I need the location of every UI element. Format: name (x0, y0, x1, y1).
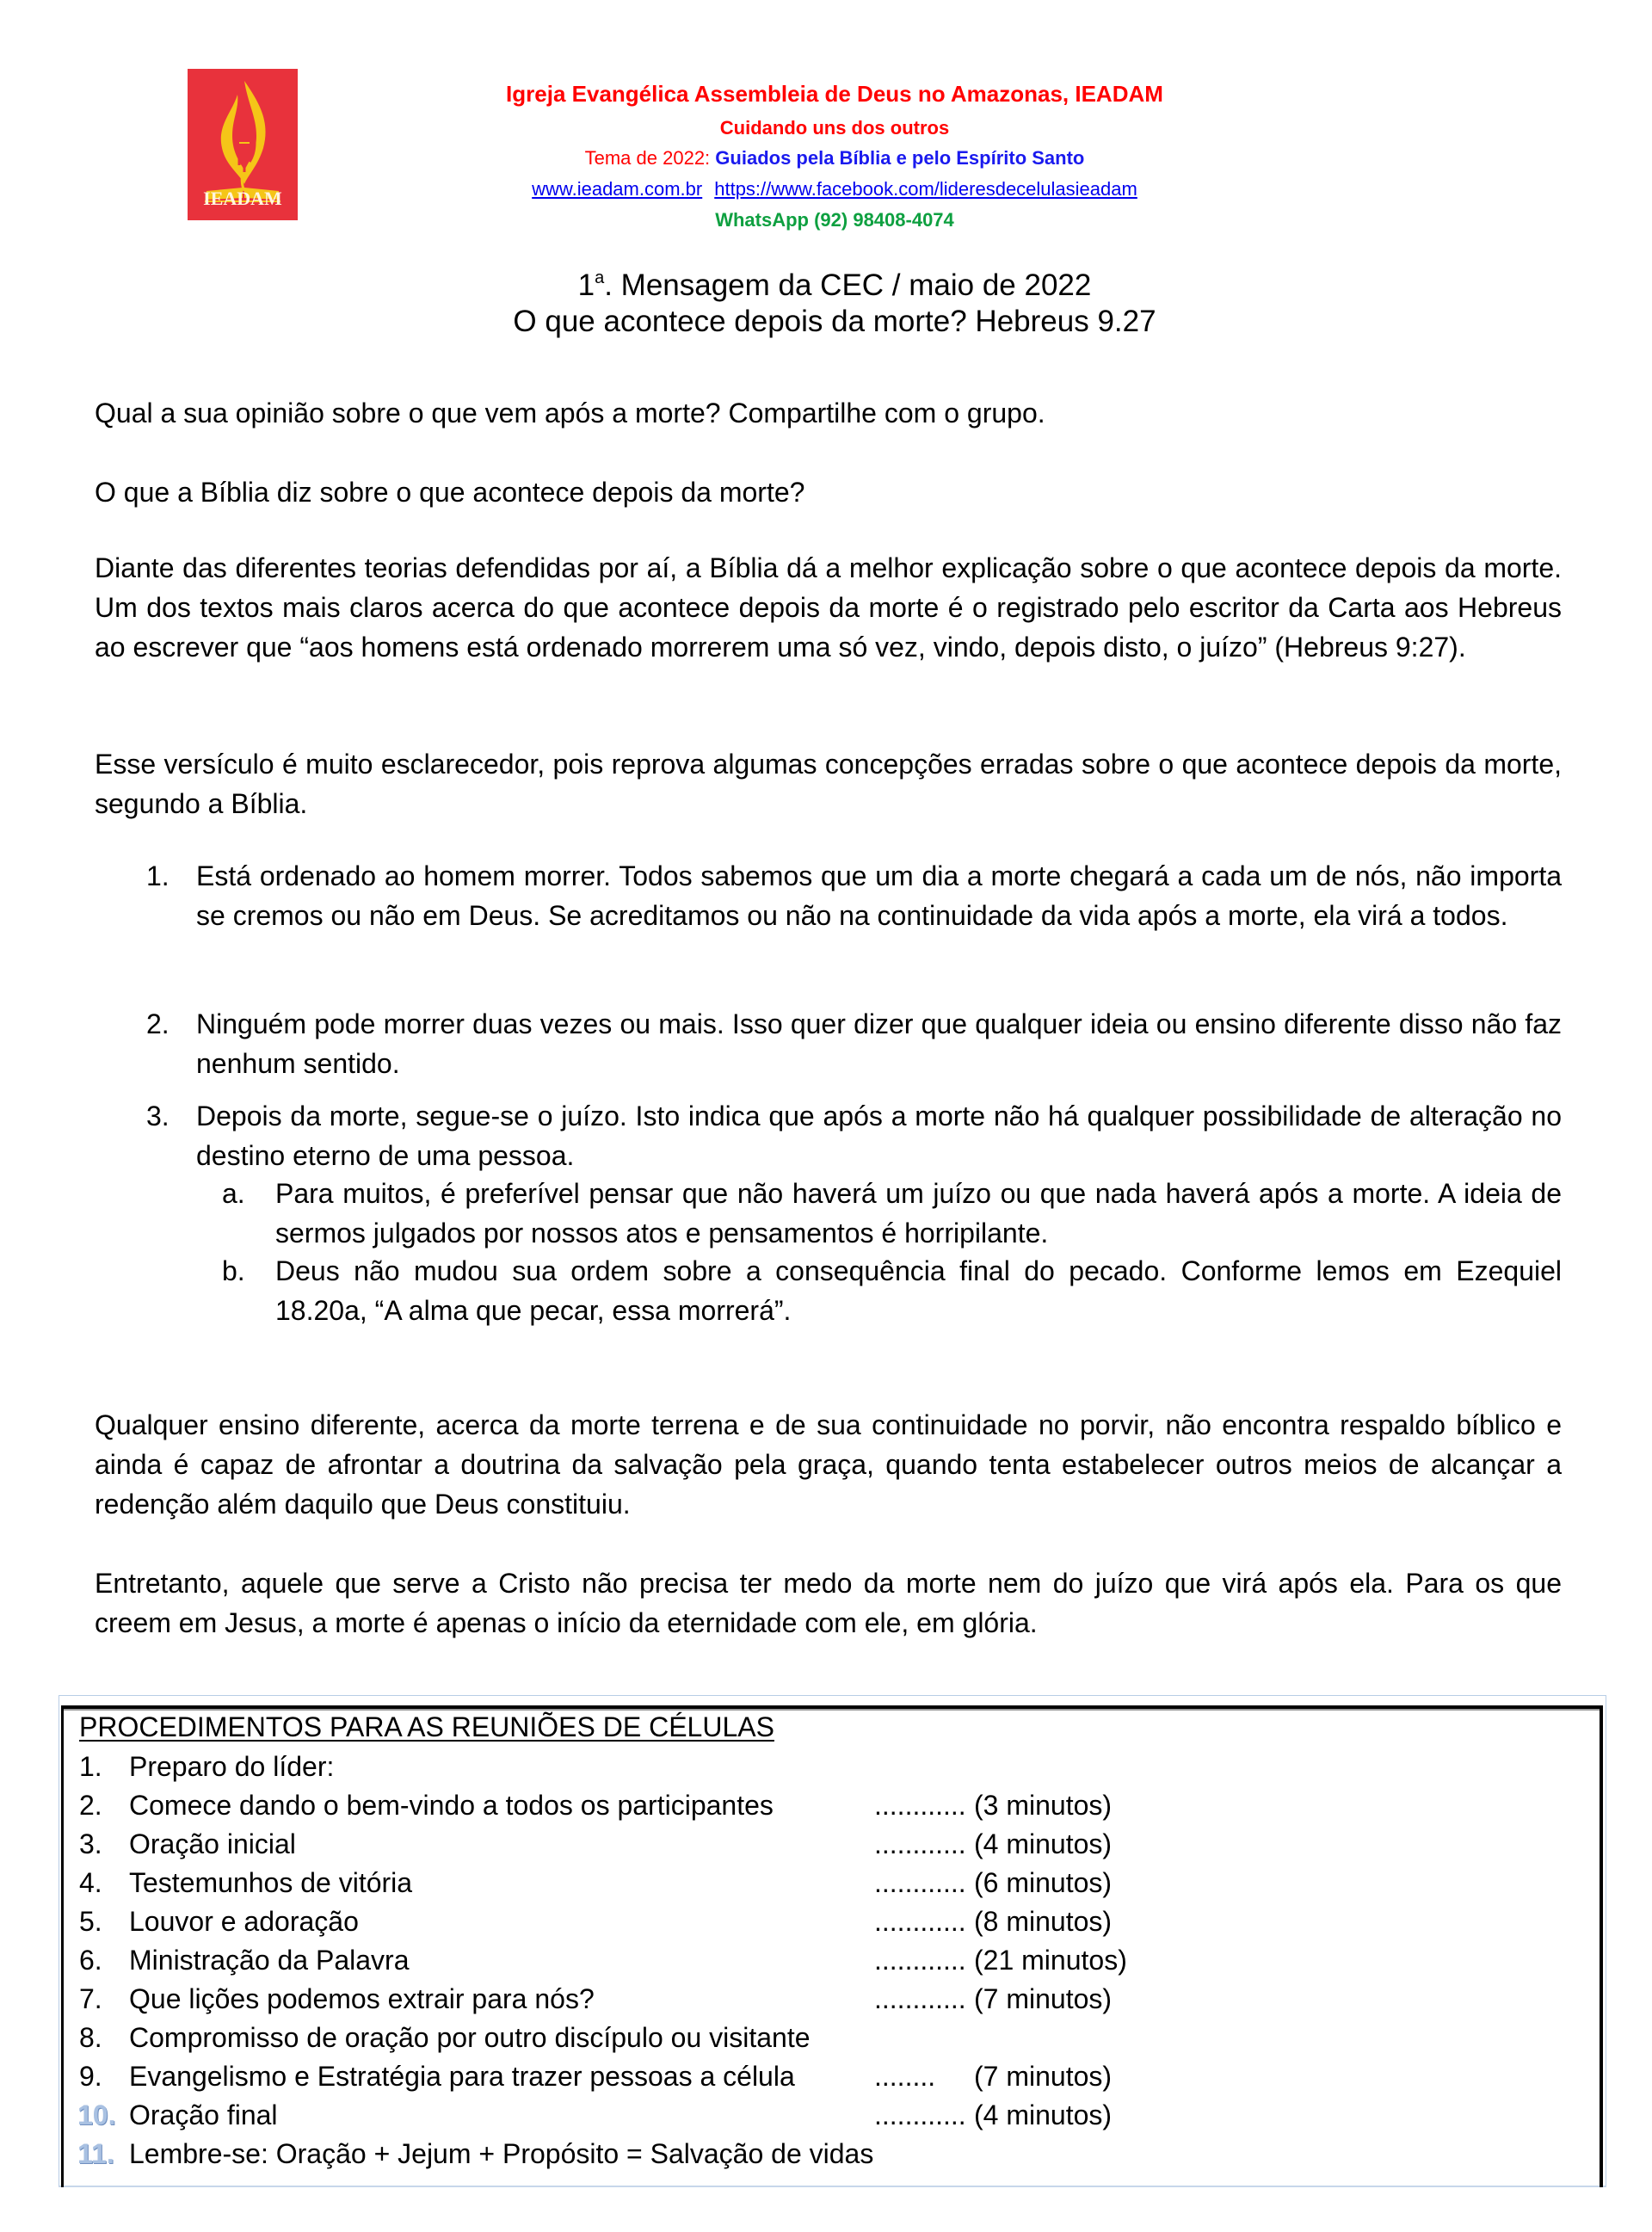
paragraph-doctrine: Qualquer ensino diferente, acerca da morte terrena e de sua continuidade no porvir, não encontra respaldo bíblico e ainda é capaz de afrontar a doutrina da salvação pela graça, quando tenta estabelecer outros meios de alcançar a redenção além daquilo que Deus constituiu. (95, 1409, 1562, 1520)
sublist-item: Deus não mudou sua ordem sobre a consequência final do pecado. Conforme lemos em Ezequiel 18.20a, “A alma que pecar, essa morrerá”. (275, 1255, 1562, 1326)
procedure-duration: (8 minutos) (974, 1906, 1113, 1937)
list-item: Está ordenado ao homem morrer. Todos sabemos que um dia a morte chegará a cada um de nós, não importa se cremos ou não em Deus. Se acreditamos ou não na continuidade da vida após a morte, ela virá a todos. (196, 860, 1562, 931)
procedure-leader-dots: ............ (874, 1790, 966, 1821)
sublist-letter: a. (222, 1178, 245, 1209)
title-rest: . Mensagem da CEC / maio de 2022 (604, 268, 1092, 302)
list-number: 3. (146, 1101, 170, 1131)
facebook-link[interactable]: https://www.facebook.com/lideresdecelulasieadam (714, 178, 1137, 200)
procedure-duration: (6 minutos) (974, 1867, 1113, 1898)
procedure-number: 5. (79, 1906, 102, 1937)
message-title (258, 268, 1411, 303)
procedure-leader-dots: ............ (874, 1945, 966, 1976)
sublist-letter: b. (222, 1255, 245, 1286)
procedure-leader-dots: ............ (874, 1828, 966, 1859)
procedure-label: Ministração da Palavra (129, 1945, 410, 1976)
list-item: Ninguém pode morrer duas vezes ou mais. Isso quer dizer que qualquer ideia ou ensino diferente disso não faz nenhum sentido. (196, 1008, 1562, 1079)
procedure-number: 1. (79, 1751, 102, 1782)
paragraph-verse: Esse versículo é muito esclarecedor, pois reprova algumas concepções erradas sobre o que acontece depois da morte, segundo a Bíblia. (95, 749, 1562, 819)
procedure-label: Evangelismo e Estratégia para trazer pessoas a célula (129, 2061, 795, 2092)
procedure-number: 10. (77, 2099, 116, 2130)
motto: Cuidando uns dos outros (719, 117, 950, 139)
procedures-title: PROCEDIMENTOS PARA AS REUNIÕES DE CÉLULAS (79, 1711, 774, 1742)
theme-label: Tema de 2022: (584, 147, 711, 169)
procedure-number: 11. (77, 2138, 114, 2169)
procedure-duration: (3 minutos) (974, 1790, 1113, 1821)
procedure-label: Preparo do líder: (129, 1751, 335, 1782)
procedure-label: Que lições podemos extrair para nós? (129, 1983, 595, 2014)
procedure-number: 4. (79, 1867, 102, 1898)
paragraph-conclusion: Entretanto, aquele que serve a Cristo não precisa ter medo da morte nem do juízo que virá após ela. Para os que creem em Jesus, a morte é apenas o início da eternidade com ele, em glória. (95, 1568, 1562, 1638)
procedure-leader-dots: ............ (874, 1906, 966, 1937)
title-number: 1 (577, 268, 595, 302)
discussion-question-1: Qual a sua opinião sobre o que vem após a morte? Compartilhe com o grupo. (95, 398, 1045, 429)
title-ordinal: a (595, 268, 605, 287)
procedure-label: Compromisso de oração por outro discípulo ou visitante (129, 2022, 811, 2053)
procedure-number: 3. (79, 1828, 102, 1859)
sublist-item: Para muitos, é preferível pensar que não haverá um juízo ou que nada haverá após a morte. A ideia de sermos julgados por nossos atos e pensamentos é horripilante. (275, 1178, 1562, 1249)
procedure-duration: (7 minutos) (974, 1983, 1113, 2014)
procedure-label: Oração inicial (129, 1828, 296, 1859)
procedure-label: Oração final (129, 2099, 278, 2130)
procedure-label: Comece dando o bem-vindo a todos os participantes (129, 1790, 774, 1821)
church-name: Igreja Evangélica Assembleia de Deus no Amazonas, IEADAM (506, 81, 1163, 107)
procedure-leader-dots: ............ (874, 1983, 966, 2014)
discussion-question-2: O que a Bíblia diz sobre o que acontece depois da morte? (95, 477, 805, 508)
procedure-number: 7. (79, 1983, 102, 2014)
procedure-leader-dots: ........ (874, 2061, 936, 2092)
theme-line (379, 147, 1291, 170)
ieadam-logo (188, 69, 298, 220)
procedure-leader-dots: ............ (874, 2099, 966, 2130)
message-subtitle: O que acontece depois da morte? Hebreus 9.27 (513, 305, 1156, 338)
procedure-leader-dots: ............ (874, 1867, 966, 1898)
procedure-duration: (4 minutos) (974, 1828, 1113, 1859)
links-line (379, 178, 1291, 200)
procedure-label: Louvor e adoração (129, 1906, 359, 1937)
procedure-number: 8. (79, 2022, 102, 2053)
procedure-label: Testemunhos de vitória (129, 1867, 413, 1898)
logo-text: IEADAM (203, 188, 282, 209)
whatsapp-contact: WhatsApp (92) 98408-4074 (715, 209, 954, 231)
procedure-number: 9. (79, 2061, 102, 2092)
list-number: 2. (146, 1008, 170, 1039)
procedures-box-shadow (64, 1709, 1600, 1711)
procedure-duration: (7 minutos) (974, 2061, 1113, 2092)
list-number: 1. (146, 860, 170, 891)
procedure-number: 6. (79, 1945, 102, 1976)
website-link[interactable]: www.ieadam.com.br (532, 178, 703, 200)
procedure-number: 2. (79, 1790, 102, 1821)
procedure-duration: (21 minutos) (974, 1945, 1127, 1976)
procedure-duration: (4 minutos) (974, 2099, 1113, 2130)
paragraph-intro: Diante das diferentes teorias defendidas por aí, a Bíblia dá a melhor explicação sobre o que acontece depois da morte. Um dos textos mais claros acerca do que acontece depois da morte é o registrado pelo escritor da Carta aos Hebreus ao escrever que “aos homens está ordenado morrerem uma só vez, vindo, depois disto, o juízo” (Hebreus 9:27). (95, 552, 1562, 663)
procedure-label: Lembre-se: Oração + Jejum + Propósito = Salvação de vidas (129, 2138, 874, 2169)
list-item: Depois da morte, segue-se o juízo. Isto indica que após a morte não há qualquer possibilidade de alteração no destino eterno de uma pessoa. (196, 1101, 1562, 1171)
theme-value: Guiados pela Bíblia e pelo Espírito Santo (715, 147, 1085, 169)
